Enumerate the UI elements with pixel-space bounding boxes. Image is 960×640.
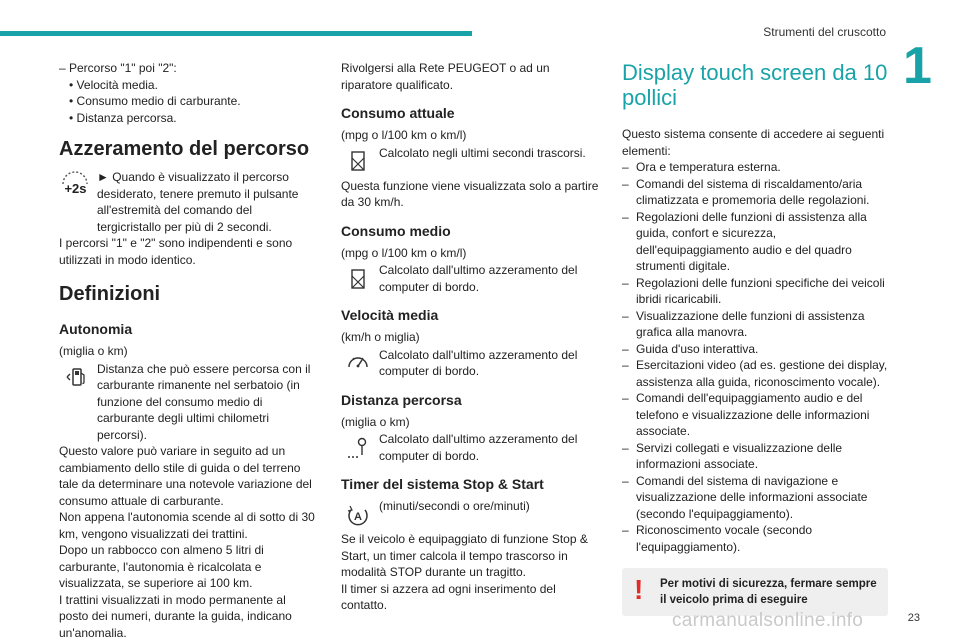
warning-text: Per motivi di sicurezza, fermare sempre il veicolo prima di eseguire <box>660 578 877 606</box>
list-item: • Distanza percorsa. <box>69 110 317 127</box>
definitions-heading: Definizioni <box>59 283 161 305</box>
list-item: – Comandi dell'equipaggiamento audio e del telefono e visualizzazione delle informazioni associate. <box>622 391 870 438</box>
list-item: – Comandi del sistema di riscaldamento/aria climatizzata e promemoria delle regolazioni. <box>622 176 870 207</box>
current-consumption-note: Questa funzione viene visualizzata solo a partire da 30 km/h. <box>341 178 599 209</box>
steering-button-icon <box>59 169 92 202</box>
average-consumption-text: Calcolato dall'ultimo azzeramento del computer di bordo. <box>379 263 578 294</box>
autonomy-paragraph: I trattini visualizzati in modo permanente al posto dei numeri, durante la guida, indicano un'anomalia. <box>59 592 292 640</box>
autonomy-description: Distanza che può essere percorsa con il carburante rimanente nel serbatoio (in funzione del consumo medio di carburante degli ultimi chilometri percorsi). <box>97 361 311 442</box>
current-consumption-block <box>341 145 603 178</box>
average-speed-unit: (km/h o miglia) <box>341 330 420 344</box>
reset-block <box>59 169 317 235</box>
timer-note: Se il veicolo è equipaggiato di funzione Stop & Start, un timer calcola il tempo trascorso in modalità STOP durante un tragitto. <box>341 532 588 579</box>
distance-unit: (miglia o km) <box>341 414 410 429</box>
average-speed-block <box>341 347 603 380</box>
speedometer-icon <box>341 347 374 380</box>
current-consumption-heading: Consumo attuale <box>341 105 455 121</box>
list-item: – Guida d'uso interattiva. <box>622 341 759 356</box>
list-item: – Comandi del sistema di navigazione e visualizzazione delle informazioni associate (secondo l'equipaggiamento). <box>622 473 868 521</box>
timer-block <box>341 498 603 531</box>
chapter-number: 1 <box>903 37 932 95</box>
section-title: Strumenti del cruscotto <box>763 25 886 39</box>
fuel-consumption-icon <box>341 145 374 178</box>
list-item: – Riconoscimento vocale (secondo l'equipaggiamento). <box>622 523 813 554</box>
distance-pin-icon <box>341 431 374 464</box>
contact-note: Rivolgersi alla Rete PEUGEOT o ad un riparatore qualificato. <box>341 61 550 92</box>
page-number: 23 <box>907 612 920 624</box>
reset-heading: Azzeramento del percorso <box>59 138 310 160</box>
reset-instruction: ► Quando è visualizzato il percorso desiderato, tenere premuto il pulsante all'estremità del comando del tergicristallo per più di 2 secondi. <box>97 170 299 234</box>
column-middle <box>341 60 603 614</box>
list-item: – Visualizzazione delle funzioni di assistenza grafica alla manovra. <box>622 308 865 339</box>
fuel-consumption-icon <box>341 262 374 295</box>
autonomy-block <box>59 361 317 444</box>
list-item: – Regolazioni delle funzioni specifiche dei veicoli ibridi ricaricabili. <box>622 275 885 306</box>
list-item: – Servizi collegati e visualizzazione delle informazioni associate. <box>622 440 843 471</box>
average-consumption-heading: Consumo medio <box>341 222 451 239</box>
autonomy-unit: (miglia o km) <box>59 344 128 358</box>
stop-start-icon <box>341 498 374 531</box>
fuel-pump-icon <box>59 361 92 394</box>
list-item: – Ora e temperatura esterna. <box>622 160 781 174</box>
safety-warning-box <box>622 568 888 616</box>
current-consumption-unit: (mpg o l/100 km o km/l) <box>341 128 467 142</box>
distance-block <box>341 431 603 464</box>
header-accent-bar <box>0 31 472 36</box>
column-right <box>622 60 888 616</box>
list-item: • Consumo medio di carburante. <box>69 93 317 110</box>
autonomy-paragraph: Non appena l'autonomia scende al di sotto di 30 km, vengono visualizzati dei trattini. <box>59 510 315 541</box>
autonomy-heading: Autonomia <box>59 321 133 337</box>
autonomy-paragraph: Dopo un rabbocco con almeno 5 litri di carburante, l'autonomia è ricalcolata e visualizzata, se superiore ai 100 km. <box>59 543 264 590</box>
timer-text: (minuti/secondi o ore/minuti) <box>379 499 530 513</box>
watermark: carmanualsonline.info <box>672 610 864 631</box>
display-heading: Display touch screen da 10 pollici <box>622 60 888 110</box>
trip-intro-text: – Percorso "1" poi "2": <box>59 61 177 75</box>
average-consumption-unit: (mpg o l/100 km o km/l) <box>341 245 467 260</box>
svg-text:+2s: +2s <box>64 180 87 196</box>
list-item: – Regolazioni delle funzioni di assistenza alla guida, confort e sicurezza, dell'equipaggiamento audio e del quadro strumenti digitale. <box>622 209 867 273</box>
distance-heading: Distanza percorsa <box>341 391 462 408</box>
display-intro: Questo sistema consente di accedere ai seguenti elementi: <box>622 127 885 158</box>
trip-bullets <box>69 77 317 127</box>
list-item: • Velocità media. <box>69 77 317 94</box>
svg-text:A: A <box>353 510 362 523</box>
average-consumption-block <box>341 262 603 295</box>
reset-note: I percorsi "1" e "2" sono indipendenti e sono utilizzati in modo identico. <box>59 236 293 267</box>
timer-heading: Timer del sistema Stop & Start <box>341 476 544 492</box>
column-left <box>59 60 317 640</box>
distance-text: Calcolato dall'ultimo azzeramento del computer di bordo. <box>379 432 578 463</box>
timer-note: Il timer si azzera ad ogni inserimento del contatto. <box>341 581 556 612</box>
list-item: – Esercitazioni video (ad es. gestione dei display, assistenza alla guida, riconoscimento vocale). <box>622 358 888 389</box>
average-speed-text: Calcolato dall'ultimo azzeramento del computer di bordo. <box>379 347 578 378</box>
current-consumption-text: Calcolato negli ultimi secondi trascorsi. <box>379 145 586 160</box>
warning-icon: ! <box>634 574 644 605</box>
average-speed-heading: Velocità media <box>341 307 439 323</box>
trip-intro <box>59 60 317 77</box>
autonomy-paragraph: Questo valore può variare in seguito ad un cambiamento dello stile di guida o del terreno tale da determinare una notevole variazione del consumo attuale di carburante. <box>59 444 312 508</box>
